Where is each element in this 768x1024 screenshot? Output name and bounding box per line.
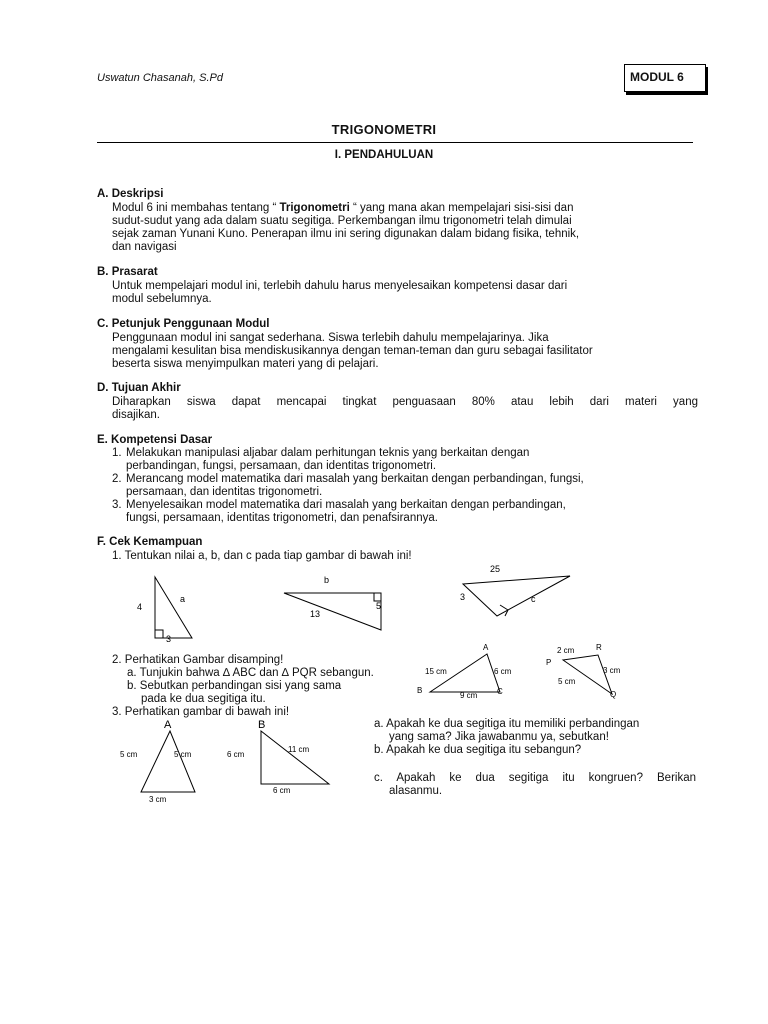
question-2: 2. Perhatikan Gambar disamping! — [112, 654, 284, 666]
label-6cm-left: 6 cm — [227, 750, 245, 759]
question-3c: c. Apakah ke dua segitiga itu kongruen? Berikan — [374, 772, 696, 784]
question-2b-cont: pada ke dua segitiga itu. — [141, 693, 266, 705]
heading-petunjuk: C. Petunjuk Penggunaan Modul — [97, 318, 270, 330]
label-c: c — [531, 594, 536, 604]
heading-tujuan: D. Tujuan Akhir — [97, 382, 181, 394]
question-3b: b. Apakah ke dua segitiga itu sebangun? — [374, 744, 582, 756]
text-line: Penggunaan modul ini sangat sederhana. Siswa terlebih dahulu mempelajarinya. Jika — [112, 332, 549, 344]
label-5cm-right: 5 cm — [174, 750, 192, 759]
text-span: ABC dan — [229, 667, 282, 679]
label-13: 13 — [310, 609, 321, 619]
heading-cek-kemampuan: F. Cek Kemampuan — [97, 536, 203, 548]
text-line: Diharapkan siswa dapat mencapai tingkat penguasaan 80% atau lebih dari materi yang — [112, 396, 698, 408]
text-line: sejak zaman Yunani Kuno. Penerapan ilmu ini sering digunakan dalam bidang fisika, tehnik, — [112, 228, 580, 240]
label-3: 3 — [460, 592, 466, 602]
triangle-figure-1 — [155, 577, 192, 638]
heading-prasarat: B. Prasarat — [97, 266, 158, 278]
text-line: disajikan. — [112, 409, 160, 421]
question-2b: b. Sebutkan perbandingan sisi yang sama — [127, 680, 342, 692]
text-line: Untuk mempelajari modul ini, terlebih dahulu harus menyelesaikan kompetensi dasar dari — [112, 280, 568, 292]
section-subtitle: I. PENDAHULUAN — [334, 149, 434, 161]
text-line: sudut-sudut yang ada dalam suatu segitiga. Perkembangan ilmu trigonometri telah dimulai — [112, 215, 572, 227]
label-9cm: 9 cm — [460, 691, 478, 700]
heading-kompetensi: E. Kompetensi Dasar — [97, 434, 213, 446]
label-b: b — [324, 575, 330, 585]
text-span: a. Tunjukin bahwa — [127, 667, 223, 679]
question-1: 1. Tentukan nilai a, b, dan c pada tiap gambar di bawah ini! — [112, 550, 412, 562]
triangle-b-label: B — [258, 719, 266, 731]
label-5: 5 — [376, 601, 382, 611]
list-text: persamaan, dan identitas trigonometri. — [126, 486, 323, 498]
label-25: 25 — [490, 564, 501, 574]
heading-deskripsi: A. Deskripsi — [97, 188, 164, 200]
question-3a: a. Apakah ke dua segitiga itu memiliki perbandingan — [374, 718, 640, 730]
triangle-a — [141, 731, 195, 792]
label-3cm-base: 3 cm — [149, 795, 167, 804]
vertex-c: C — [497, 687, 503, 696]
vertex-q: Q — [610, 690, 617, 699]
triangle-a-label: A — [164, 719, 172, 731]
label-4: 4 — [137, 602, 143, 612]
list-text: Menyelesaikan model matematika dari masalah yang berkaitan dengan perbandingan, — [126, 499, 566, 511]
triangle-b — [261, 731, 329, 784]
author-name: Uswatun Chasanah, S.Pd — [97, 72, 223, 84]
label-15cm: 15 cm — [425, 667, 447, 676]
question-2a — [127, 667, 374, 680]
list-text: Merancang model matematika dari masalah yang berkaitan dengan perbandingan, fungsi, — [126, 473, 584, 485]
list-text: fungsi, persamaan, identitas trigonometri, dan penafsirannya. — [126, 512, 438, 524]
label-5cm: 5 cm — [558, 677, 576, 686]
text-line: dan navigasi — [112, 241, 177, 253]
label-11cm: 11 cm — [288, 745, 310, 754]
triangle-figure-3 — [463, 576, 570, 616]
list-text: Melakukan manipulasi aljabar dalam perhitungan teknis yang berkaitan dengan — [126, 447, 530, 459]
label-5cm-left: 5 cm — [120, 750, 138, 759]
label-2cm: 2 cm — [557, 646, 575, 655]
text-span: Modul 6 ini membahas tentang “ — [112, 202, 280, 214]
triangle-symbol: ∆ — [222, 667, 230, 679]
page-title: TRIGONOMETRI — [331, 122, 437, 137]
question-3c-cont: alasanmu. — [389, 785, 443, 797]
bold-term: Trigonometri — [279, 202, 350, 214]
label-3cm: 3 cm — [603, 666, 621, 675]
triangle-symbol: ∆ — [281, 667, 289, 679]
module-label: MODUL 6 — [630, 70, 684, 84]
label-a: a — [180, 594, 186, 604]
label-3: 3 — [166, 634, 172, 644]
question-3: 3. Perhatikan gambar di bawah ini! — [112, 706, 290, 718]
vertex-p: P — [546, 658, 552, 667]
label-6cm-base: 6 cm — [273, 786, 291, 795]
text-line: beserta siswa menyimpulkan materi yang di pelajari. — [112, 358, 379, 370]
vertex-a: A — [483, 643, 489, 652]
triangle-figure-2 — [284, 593, 381, 630]
list-number: 1. — [112, 447, 122, 459]
list-number: 3. — [112, 499, 122, 511]
text-line: modul sebelumnya. — [112, 293, 212, 305]
text-span: PQR sebangun. — [288, 667, 374, 679]
text-span: “ yang mana akan mempelajari sisi-sisi dan — [349, 202, 574, 214]
list-number: 2. — [112, 473, 122, 485]
vertex-b: B — [417, 686, 423, 695]
vertex-r: R — [596, 643, 602, 652]
label-6cm: 6 cm — [494, 667, 512, 676]
text-line: mengalami kesulitan bisa mendiskusikannya dengan teman-teman dan guru sebagai fasilitator — [112, 345, 593, 357]
question-3a-cont: yang sama? Jika jawabanmu ya, sebutkan! — [389, 731, 609, 743]
list-text: perbandingan, fungsi, persamaan, dan identitas trigonometri. — [126, 460, 437, 472]
